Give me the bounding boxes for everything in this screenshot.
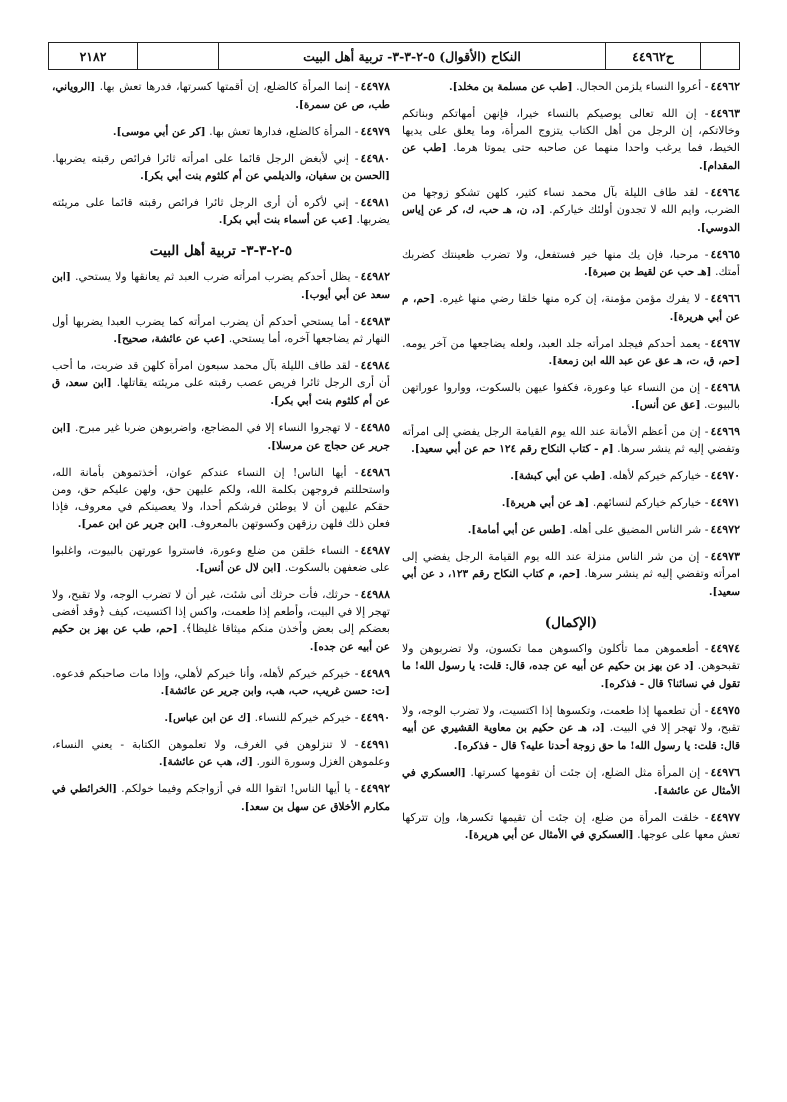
hadith-number: ٤٤٩٧٤: [710, 642, 740, 655]
hadith-source: [ك، هب عن عائشة].: [158, 756, 253, 768]
hadith-number: ٤٤٩٩١: [360, 738, 390, 751]
hadith-text: - خيركم خيركم لأهله، وأنا خيركم لأهلي، وإذا مات صاحبكم فدعوه.: [52, 667, 359, 680]
hadith-text: - أعروا النساء يلزمن الحجال.: [576, 80, 709, 93]
hadith-number: ٤٤٩٨٥: [360, 421, 390, 434]
hadith-range: ح٤٤٩٦٢: [606, 43, 701, 69]
hadith-text: - خيركم خيركم للنساء.: [254, 711, 359, 724]
hadith-text: - إني لأكره أن أرى الرجل ثائرا فرائص رقبته قائما على مريئته يضربها.: [52, 196, 390, 226]
hadith-entry: [402, 184, 740, 237]
hadith-number: ٤٤٩٦٧: [710, 337, 740, 350]
hadith-entry: [402, 494, 740, 512]
hadith-number: ٤٤٩٦٥: [710, 248, 740, 261]
hadith-number: ٤٤٩٦٢: [710, 80, 740, 93]
hadith-source: [هـ حب عن لقيط بن صبرة].: [583, 266, 712, 278]
hadith-text: - لقد طاف الليلة بآل محمد نساء كثير، كلهن تشكو زوجها من الضرب، وايم الله لا تجدون أولئك خياركم.: [402, 186, 740, 216]
hadith-source: [ابن لال عن أنس].: [195, 562, 282, 574]
page-number: ٢١٨٢: [49, 43, 138, 69]
hadith-number: ٤٤٩٨٢: [360, 270, 390, 283]
hadith-entry: [52, 736, 390, 771]
hadith-entry: [402, 423, 740, 458]
hadith-source: [د، هـ عن حكيم بن معاوية القشيري عن أبيه قال: قلت: يا رسول الله! ما حق زوجة أحدنا عليه؟ قال - فذكره].: [402, 722, 740, 752]
hadith-text: - إن الله تعالى يوصيكم بالنساء خيرا، فإنهن أمهاتكم وبناتكم وخالاتكم، إن الرجل من أهل الكتاب يتزوج المرأة، وما يعلق على يديها الخيط، فما يرغب واحدا منهما عن صاحبه حتى يموتا هرما.: [402, 107, 740, 154]
hadith-text: - يعمد أحدكم فيجلد امرأته جلد العبد، ولعله يضاجعها من آخر يومه.: [402, 337, 709, 350]
hadith-source: [هـ عن أبي هريرة].: [501, 497, 590, 509]
hadith-source: [حم، م كتاب النكاح رقم ١٢٣، د عن أبي سعيد].: [402, 568, 740, 598]
hadith-entry: [52, 542, 390, 577]
hadith-entry: [52, 419, 390, 455]
hadith-number: ٤٤٩٦٩: [710, 425, 740, 438]
hadith-source: [ابن جرير عن حجاج عن مرسلا].: [52, 422, 390, 452]
running-header: [48, 42, 740, 70]
hadith-number: ٤٤٩٨٨: [360, 588, 390, 601]
hadith-text: - المرأة كالضلع، فدارها تعش بها.: [209, 125, 359, 138]
hadith-source: [حم، طب عن بهز بن حكيم عن أبيه عن جده].: [52, 623, 390, 653]
hadith-entry: [52, 150, 390, 185]
hadith-source: [ابن سعد عن أبي أيوب].: [52, 271, 390, 301]
hadith-entry: [52, 665, 390, 700]
hadith-source: [كر عن أبي موسى].: [112, 126, 206, 138]
hadith-text: - إن من النساء عيا وعورة، فكفوا عيهن بالسكوت، وواروا عوراتهن بالبيوت.: [402, 381, 740, 411]
hadith-source: [العسكري في الأمثال عن عائشة].: [402, 767, 740, 797]
hadith-source: [د، ن، هـ حب، ك، كر عن إياس الدوسي].: [402, 204, 740, 234]
hadith-number: ٤٤٩٦٤: [710, 186, 740, 199]
hadith-text: - إن المرأة مثل الضلع، إن جئت أن تقومها كسرتها.: [470, 766, 709, 779]
hadith-source: [العسكري في الأمثال عن أبي هريرة].: [464, 829, 634, 841]
hadith-number: ٤٤٩٩٠: [360, 711, 390, 724]
hadith-source: [طب عن المقدام].: [402, 142, 740, 172]
hadith-entry: [52, 464, 390, 533]
hadith-text: - إنما المرأة كالضلع، إن أقمتها كسرتها، فدرها تعش بها.: [99, 80, 359, 93]
hadith-entry: [402, 521, 740, 539]
hadith-text: - إني لأبغض الرجل قائما على امرأته ثائرا فرائص رقبته يضربها.: [52, 152, 359, 165]
hadith-entry: [402, 809, 740, 844]
hadith-source: [عق عن أنس].: [631, 399, 701, 411]
hadith-text: - مرحبا، فإن يك منها خير فستفعل، ولا تضرب ظعينتك كضربك أمتك.: [402, 248, 740, 278]
hadith-number: ٤٤٩٨٠: [360, 152, 390, 165]
hadith-text: - يا أيها الناس! اتقوا الله في أزواجكم وفيما خولكم.: [121, 782, 359, 795]
hadith-number: ٤٤٩٨٤: [360, 359, 390, 372]
hadith-source: [ابن سعد، ق عن أم كلثوم بنت أبي بكر].: [52, 377, 390, 407]
hadith-source: [الروياني، طب، ص عن سمرة].: [52, 81, 390, 111]
hadith-source: [الحسن بن سفيان، والديلمي عن أم كلثوم بنت أبي بكر].: [140, 170, 390, 182]
hadith-entry: [52, 313, 390, 348]
chapter-title: النكاح (الأقوال) ٥-٢-٣-٣- تربية أهل البيت: [219, 43, 606, 69]
hadith-text: - لا تنزلوهن في الغرف، ولا تعلموهن الكتابة - يعني النساء، وعلموهن الغزل وسورة النور.: [52, 738, 390, 768]
hadith-text: - أطعموهن مما تأكلون واكسوهن مما تكسون، ولا تضربوهن ولا تقبحوهن.: [402, 642, 740, 672]
hadith-source: [عب عن أسماء بنت أبي بكر].: [218, 214, 353, 226]
hadith-number: ٤٤٩٨٧: [360, 544, 390, 557]
hadith-source: [د عن بهز بن حكيم عن أبيه عن جده، قال: قلت: يا رسول الله! ما تقول في نسائنا؟ قال - فذكره].: [402, 660, 740, 690]
hadith-entry: [402, 702, 740, 755]
hadith-entry: [52, 123, 390, 141]
hadith-entry: [402, 246, 740, 281]
hadith-text: - خياركم خياركم لنسائهم.: [592, 496, 709, 509]
hadith-entry: [52, 194, 390, 229]
hadith-number: ٤٤٩٨٦: [360, 466, 390, 479]
hadith-entry: [52, 586, 390, 656]
hadith-source: [ابن جرير عن ابن عمر].: [77, 518, 187, 530]
hadith-number: ٤٤٩٧٨: [360, 80, 390, 93]
hadith-source: [ك عن ابن عباس].: [164, 712, 252, 724]
header-blank-cell: [138, 43, 219, 69]
hadith-number: ٤٤٩٧٩: [360, 125, 390, 138]
hadith-text: - يظل أحدكم يضرب امرأته ضرب العبد ثم يعانقها ولا يستحي.: [75, 270, 359, 283]
hadith-number: ٤٤٩٦٦: [710, 292, 740, 305]
hadith-text: - شر الناس المضيق على أهله.: [569, 523, 709, 536]
hadith-number: ٤٤٩٧١: [710, 496, 740, 509]
hadith-number: ٤٤٩٧٦: [710, 766, 741, 779]
hadith-number: ٤٤٩٧٥: [710, 704, 740, 717]
hadith-source: [ت: حسن غريب، حب، هب، وابن جرير عن عائشة].: [160, 685, 390, 697]
hadith-entry: [402, 548, 740, 601]
hadith-number: ٤٤٩٧٣: [710, 550, 740, 563]
hadith-entry: [52, 357, 390, 410]
hadith-entry: [52, 268, 390, 304]
left-column: [52, 78, 390, 825]
hadith-source: [م - كتاب النكاح رقم ١٢٤ حم عن أبي سعيد].: [411, 443, 614, 455]
right-column: [402, 78, 740, 853]
section-heading: (الإكمال): [544, 615, 598, 631]
hadith-text: - لا يفرك مؤمن مؤمنة، إن كره منها خلقا رضي منها غيره.: [439, 292, 709, 305]
hadith-text: - أما يستحي أحدكم أن يضرب امرأته كما يضرب العبدا يضربها أول النهار ثم يضاجعها آخره، أما يستحي.: [52, 315, 390, 345]
hadith-entry: [52, 709, 390, 727]
hadith-number: ٤٤٩٨٣: [360, 315, 390, 328]
hadith-source: [حم، م عن أبي هريرة].: [402, 293, 740, 323]
hadith-entry: [402, 335, 740, 370]
hadith-entry: [402, 467, 740, 485]
hadith-source: [الخرائطي في مكارم الأخلاق عن سهل بن سعد].: [52, 783, 390, 813]
hadith-source: [حم، ق، ت، هـ عق عن عبد الله ابن زمعة].: [548, 355, 740, 367]
hadith-text: - خلقت المرأة من ضلع، إن جئت أن تقيمها تكسرها، وإن تتركها تعش معها على عوجها.: [402, 811, 740, 841]
hadith-entry: [52, 780, 390, 816]
hadith-text: - أن تطعمها إذا طعمت، وتكسوها إذا اكتسيت، ولا تضرب الوجه، ولا تقبح، ولا تهجر إلا في البيت.: [402, 704, 740, 734]
hadith-number: ٤٤٩٦٣: [710, 107, 740, 120]
hadith-number: ٤٤٩٧٠: [710, 469, 740, 482]
hadith-text: - حرثك، فأت حرثك أنى شئت، غير أن لا تضرب الوجه، ولا تقبح، ولا تهجر إلا في البيت، وأطعم إذا طعمت، واكس إذا اكتسيت، كيف ﴿وقد أفضى بعضكم إلى بعض وأخذن منكم ميثاقا غليظا﴾.: [52, 588, 390, 635]
hadith-entry: [402, 290, 740, 326]
hadith-text: - لقد طاف الليلة بآل محمد سبعون امرأة كلهن قد ضربت، ما أحب أن أرى الرجل ثائرا فريص عصب رقبته على مريئته يقاتلها.: [52, 359, 390, 389]
hadith-entry: [402, 640, 740, 693]
hadith-source: [عب عن عائشة، صحيح].: [113, 333, 226, 345]
hadith-text: - أيها الناس! إن النساء عندكم عوان، أخذتموهن بأمانة الله، واستحللتم فروجهن بكلمة الله، ولكم عليهن حق، ولهن عليكم حق، ومن حقكم عليهن أن لا يوطئن فرشكم أحدا، ولا يعصينكم في معروف، فإذا فعلن ذلك فلهن رزقهن وكسوتهن بالمعروف.: [52, 466, 390, 530]
hadith-source: [طب عن مسلمة بن مخلد].: [449, 81, 573, 93]
hadith-number: ٤٤٩٧٢: [710, 523, 740, 536]
hadith-source: [طب عن أبي كبشة].: [510, 470, 606, 482]
hadith-number: ٤٤٩٨١: [360, 196, 390, 209]
hadith-source: [طس عن أبي أمامة].: [467, 524, 566, 536]
hadith-number: ٤٤٩٨٩: [360, 667, 390, 680]
hadith-number: ٤٤٩٦٨: [710, 381, 740, 394]
hadith-entry: [402, 764, 740, 800]
hadith-entry: [402, 105, 740, 175]
hadith-number: ٤٤٩٩٢: [360, 782, 390, 795]
header-blank-cell: [701, 43, 739, 69]
section-heading: ٥-٢-٣-٣- تربية أهل البيت: [149, 243, 293, 259]
hadith-text: - لا تهجروا النساء إلا في المضاجع، واضربوهن ضربا غير مبرح.: [74, 421, 359, 434]
hadith-entry: [402, 379, 740, 414]
hadith-text: - النساء خلقن من ضلع وعورة، فاستروا عورتهن بالبيوت، واغلبوا على ضعفهن بالسكوت.: [52, 544, 390, 574]
hadith-entry: [402, 78, 740, 96]
hadith-entry: [52, 78, 390, 114]
hadith-text: - خياركم خيركم لأهله.: [609, 469, 709, 482]
hadith-text: - إن من شر الناس منزلة عند الله يوم القيامة الرجل يفضي إلى امرأته وتفضي إليه ثم ينشر سرها.: [402, 550, 740, 580]
hadith-number: ٤٤٩٧٧: [710, 811, 740, 824]
hadith-text: - إن من أعظم الأمانة عند الله يوم القيامة الرجل يفضي إلى امرأته وتفضي إليه ثم ينشر سرها.: [402, 425, 740, 455]
